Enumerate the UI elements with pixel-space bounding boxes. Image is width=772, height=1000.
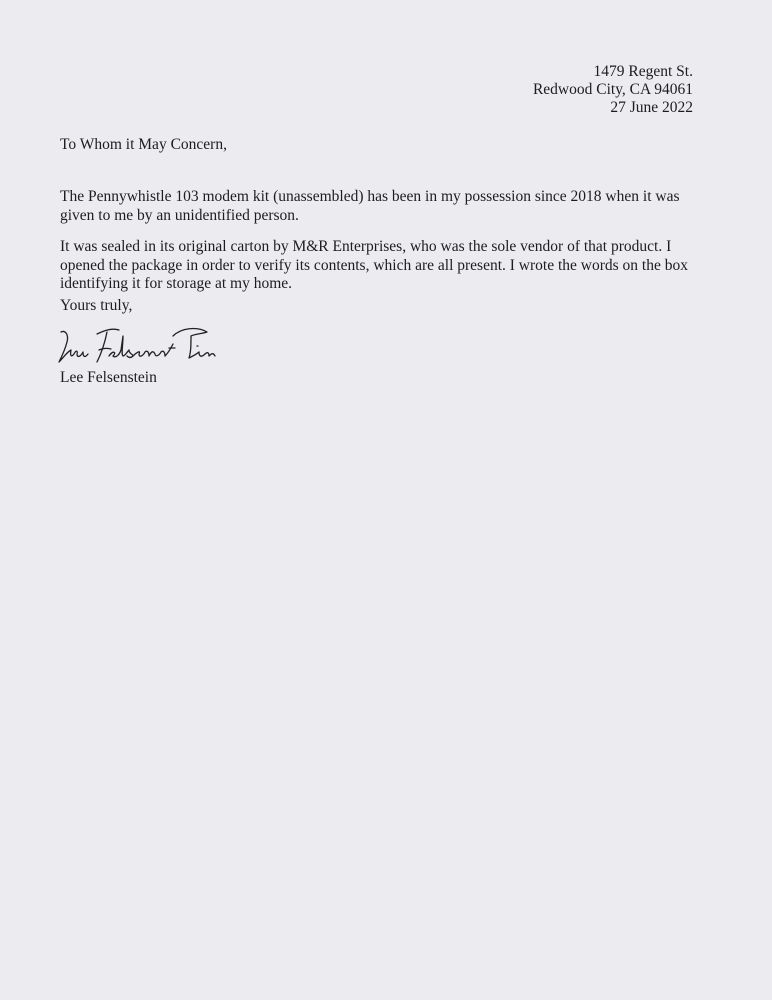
paragraph-1-line-2: given to me by an unidentified person. (60, 206, 299, 224)
handwritten-signature (57, 322, 222, 370)
paragraph-2-line-3: identifying it for storage at my home. (60, 275, 293, 292)
paragraph-2-line-1: It was sealed in its original carton by M&R Enterprises, who was the sole vendor of that product. I (60, 238, 672, 255)
sender-street: 1479 Regent St. (593, 63, 693, 80)
paragraph-1-line-1: The Pennywhistle 103 modem kit (unassembled) has been in my possession since 2018 when it was (60, 188, 680, 205)
paragraph-2-line-2: opened the package in order to verify its contents, which are all present. I wrote the words on the box (60, 256, 688, 274)
signer-name: Lee Felsenstein (60, 369, 157, 386)
sender-city: Redwood City, CA 94061 (532, 81, 693, 98)
paragraph-1 (60, 188, 700, 225)
letter-date: 27 June 2022 (610, 99, 693, 116)
closing: Yours truly, (60, 297, 133, 314)
salutation: To Whom it May Concern, (60, 136, 227, 153)
paragraph-2 (60, 238, 700, 294)
